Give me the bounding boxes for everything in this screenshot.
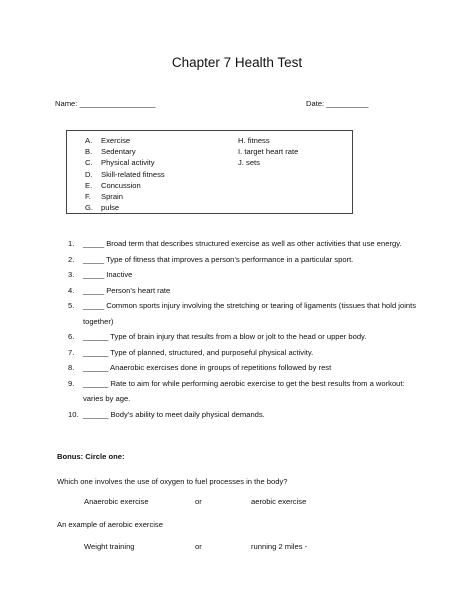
word-bank-item (85, 146, 165, 157)
question-number: 3. (68, 270, 75, 279)
term-text: pulse (101, 203, 120, 213)
bonus-option-b: running 2 miles - (251, 542, 308, 551)
term-letter: A. (85, 136, 93, 145)
word-bank-item: H. fitness (238, 136, 270, 145)
question-item (68, 236, 418, 252)
word-bank-right-column (238, 135, 298, 169)
bonus-question-stem: An example of aerobic exercise (57, 520, 163, 529)
question-text: _____ Broad term that describes structured exercise as well as other activities that use energy. (83, 239, 402, 248)
question-item (68, 267, 418, 283)
word-bank (66, 130, 353, 214)
question-text: ______ Type of brain injury that results from a blow or jolt to the head or upper body. (83, 332, 367, 341)
term-letter: G. (85, 203, 94, 213)
question-item (68, 345, 418, 361)
word-bank-left-column (85, 135, 165, 213)
question-number: 8. (68, 363, 75, 372)
question-list (68, 236, 418, 422)
word-bank-item (85, 180, 165, 191)
question-item (68, 376, 418, 407)
bonus-heading: Bonus: Circle one: (57, 452, 125, 461)
bonus-or-label: or (195, 497, 202, 506)
question-number: 2. (68, 254, 75, 264)
term-letter: E. (85, 180, 93, 190)
term-letter: D. (85, 169, 93, 179)
bonus-option-a: Anaerobic exercise (84, 497, 149, 506)
question-text: _____ Common sports injury involving the stretching or tearing of ligaments (tissues that hold joints together) (83, 301, 417, 326)
question-item (68, 407, 418, 423)
question-text: ______ Rate to aim for while performing aerobic exercise to get the best results from a workout: varies by age. (83, 378, 405, 403)
term-letter: B. (85, 147, 93, 157)
question-item (68, 283, 418, 299)
question-number: 7. (68, 347, 75, 357)
question-number: 5. (68, 301, 75, 310)
question-number: 9. (68, 378, 75, 388)
name-field: Name: __________________ (55, 99, 156, 108)
term-letter: C. (85, 158, 93, 168)
question-number: 6. (68, 332, 75, 341)
question-number: 4. (68, 285, 75, 295)
term-text: Sprain (101, 191, 123, 201)
term-text: Physical activity (101, 158, 155, 168)
word-bank-item (85, 202, 165, 213)
question-text: _____ Inactive (83, 270, 133, 279)
word-bank-item (85, 157, 165, 168)
question-text: ______ Body’s ability to meet daily physical demands. (83, 409, 265, 419)
word-bank-item: I. target heart rate (238, 147, 299, 157)
question-text: _____ Person’s heart rate (83, 285, 171, 295)
word-bank-item (85, 169, 165, 180)
question-item (68, 252, 418, 268)
question-number: 1. (68, 239, 75, 248)
question-item (68, 298, 418, 329)
bonus-or-label: or (195, 542, 202, 551)
question-number: 10. (68, 409, 79, 419)
term-text: Exercise (101, 136, 131, 145)
date-field: Date: __________ (306, 99, 369, 108)
question-text: ______ Anaerobic exercises done in groups of repetitions followed by rest (83, 363, 332, 372)
bonus-option-a: Weight training (84, 542, 135, 551)
word-bank-item (85, 135, 165, 146)
term-text: Sedentary (101, 147, 136, 157)
word-bank-item: J. sets (238, 158, 260, 168)
question-item (68, 360, 418, 376)
bonus-option-b: aerobic exercise (251, 497, 307, 506)
bonus-question-stem: Which one involves the use of oxygen to fuel processes in the body? (57, 477, 288, 486)
term-text: Concussion (101, 180, 141, 190)
question-text: ______ Type of planned, structured, and purposeful physical activity. (83, 347, 314, 357)
word-bank-item (85, 191, 165, 202)
question-text: _____ Type of fitness that improves a person’s performance in a particular sport. (83, 254, 354, 264)
page-title: Chapter 7 Health Test (171, 55, 303, 70)
term-text: Skill-related fitness (101, 169, 165, 179)
question-item (68, 329, 418, 345)
term-letter: F. (85, 191, 91, 201)
